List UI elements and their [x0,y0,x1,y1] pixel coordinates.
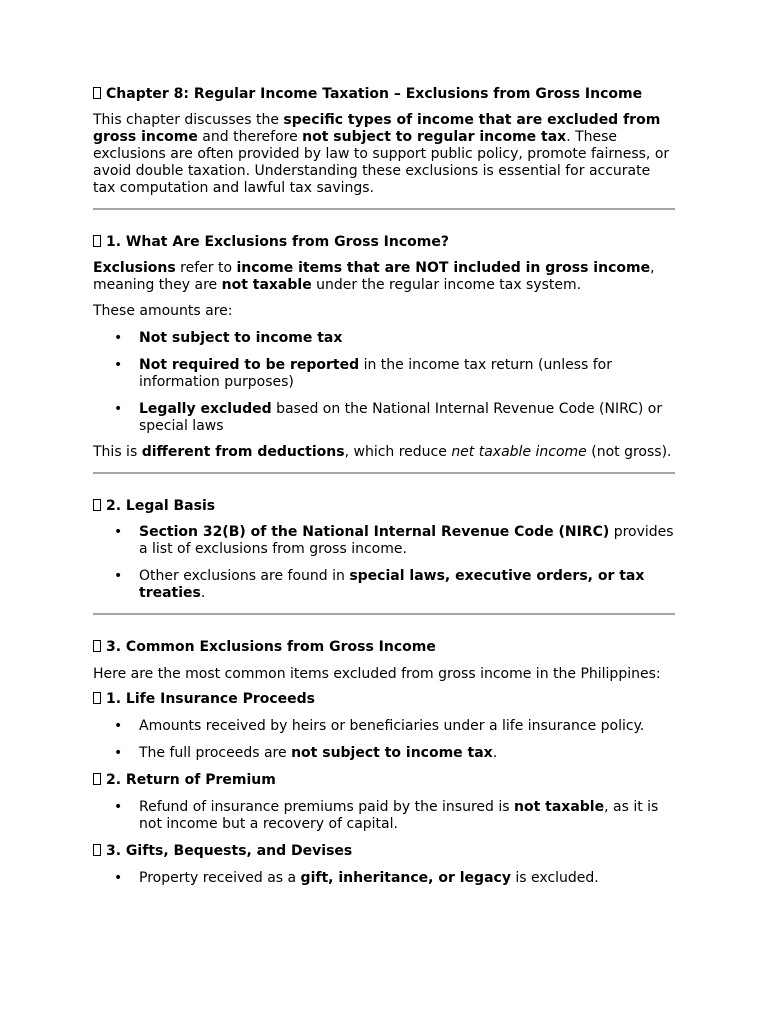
section-1-list [93,330,675,435]
missing-glyph-icon [93,844,101,856]
section-2-title: 2. Legal Basis [93,498,675,515]
section-1-title: 1. What Are Exclusions from Gross Income? [93,234,675,251]
list-item: • Legally excluded based on the National Internal Revenue Code (NIRC) or special laws [93,401,675,435]
subsection-title: 3. Gifts, Bequests, and Devises [93,843,675,860]
section-3-title: 3. Common Exclusions from Gross Income [93,639,675,656]
section-1-note: This is different from deductions, which reduce net taxable income (not gross). [93,444,672,460]
divider [93,472,675,474]
subsection-title: 2. Return of Premium [93,772,675,789]
divider [93,208,675,210]
list-item: • Section 32(B) of the National Internal Revenue Code (NIRC) provides a list of exclusions from gross income. [93,524,675,558]
subsection-list [93,870,675,887]
section-3-lead: Here are the most common items excluded from gross income in the Philippines: [93,666,661,682]
list-item: • The full proceeds are not subject to income tax. [93,745,675,762]
subsection-title: 1. Life Insurance Proceeds [93,691,675,708]
subsection-list [93,799,675,833]
list-item: • Not required to be reported in the income tax return (unless for information purposes) [93,357,675,391]
document-page [93,86,675,897]
section-1-lead: These amounts are: [93,303,233,319]
missing-glyph-icon [93,235,101,247]
list-item: • Not subject to income tax [93,330,675,347]
chapter-intro: This chapter discusses the specific types of income that are excluded from gross income and therefore not subject to regular income tax. These exclusions are often provided by law to support public policy, promote fairness, or avoid double taxation. Understanding these exclusions is essential for accurate tax computation and lawful tax savings. [93,112,670,196]
section-1-definition: Exclusions refer to income items that are NOT included in gross income, meaning they are not taxable under the regular income tax system. [93,260,655,293]
list-item: • Other exclusions are found in special laws, executive orders, or tax treaties. [93,568,675,602]
chapter-title: Chapter 8: Regular Income Taxation – Exclusions from Gross Income [93,86,675,103]
list-item: • Property received as a gift, inheritance, or legacy is excluded. [93,870,675,887]
missing-glyph-icon [93,640,101,652]
missing-glyph-icon [93,499,101,511]
subsection-list [93,718,675,762]
section-2-list [93,524,675,602]
divider [93,613,675,615]
list-item: • Refund of insurance premiums paid by the insured is not taxable, as it is not income but a recovery of capital. [93,799,675,833]
missing-glyph-icon [93,87,101,99]
missing-glyph-icon [93,692,101,704]
missing-glyph-icon [93,773,101,785]
list-item: • Amounts received by heirs or beneficiaries under a life insurance policy. [93,718,675,735]
